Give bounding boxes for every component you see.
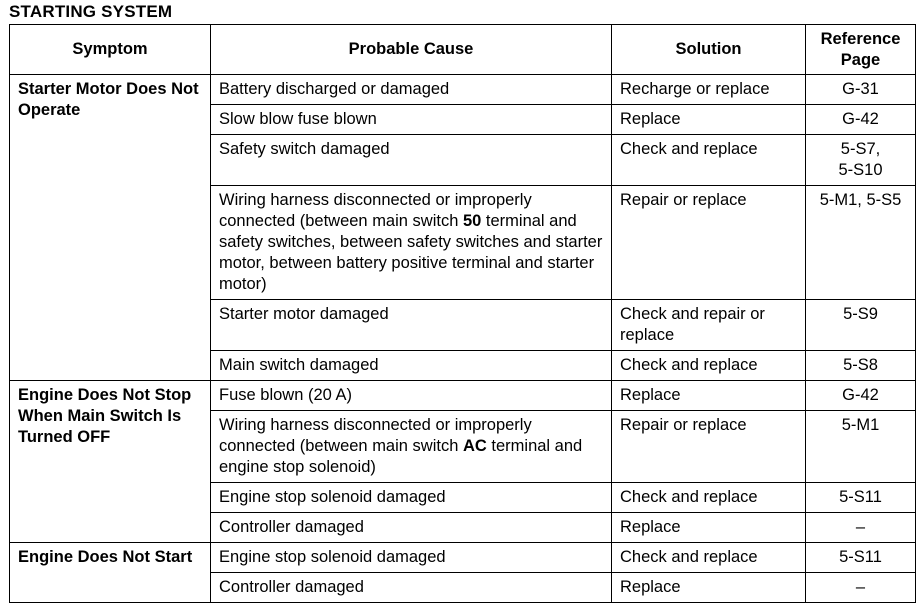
reference-cell: 5-M1: [806, 411, 916, 483]
reference-cell: 5-S8: [806, 351, 916, 381]
cause-cell: Battery discharged or damaged: [211, 75, 612, 105]
solution-cell: Check and replace: [612, 351, 806, 381]
solution-cell: Repair or replace: [612, 186, 806, 300]
reference-cell: 5-S11: [806, 543, 916, 573]
header-symptom: Symptom: [10, 25, 211, 75]
table-row: [10, 543, 916, 573]
table-row: [10, 381, 916, 411]
solution-cell: Replace: [612, 573, 806, 603]
reference-cell: 5-S7, 5-S10: [806, 135, 916, 186]
solution-cell: Recharge or replace: [612, 75, 806, 105]
solution-cell: Check and replace: [612, 135, 806, 186]
reference-cell: 5-S11: [806, 483, 916, 513]
cause-cell: Slow blow fuse blown: [211, 105, 612, 135]
cause-cell: Starter motor damaged: [211, 300, 612, 351]
solution-cell: Check and replace: [612, 543, 806, 573]
solution-cell: Repair or replace: [612, 411, 806, 483]
solution-cell: Replace: [612, 381, 806, 411]
solution-cell: Check and repair or replace: [612, 300, 806, 351]
reference-cell: –: [806, 573, 916, 603]
cause-cell: Controller damaged: [211, 573, 612, 603]
header-probable-cause: Probable Cause: [211, 25, 612, 75]
cause-cell: Fuse blown (20 A): [211, 381, 612, 411]
reference-cell: 5-M1, 5-S5: [806, 186, 916, 300]
reference-cell: G-42: [806, 381, 916, 411]
cause-cell: Engine stop solenoid damaged: [211, 543, 612, 573]
header-solution: Solution: [612, 25, 806, 75]
cause-cell: Wiring harness disconnected or improperly connected (between main switch AC terminal and engine stop solenoid): [211, 411, 612, 483]
solution-cell: Replace: [612, 513, 806, 543]
reference-cell: –: [806, 513, 916, 543]
cause-cell: Safety switch damaged: [211, 135, 612, 186]
solution-cell: Check and replace: [612, 483, 806, 513]
cause-cell: Controller damaged: [211, 513, 612, 543]
solution-cell: Replace: [612, 105, 806, 135]
symptom-cell: Starter Motor Does Not Operate: [10, 75, 211, 381]
troubleshooting-table: [9, 24, 916, 603]
header-reference-page: Reference Page: [806, 25, 916, 75]
reference-cell: 5-S9: [806, 300, 916, 351]
table-header-row: [10, 25, 916, 75]
cause-cell: Main switch damaged: [211, 351, 612, 381]
page-title: STARTING SYSTEM: [9, 2, 173, 21]
reference-cell: G-42: [806, 105, 916, 135]
cause-cell: Wiring harness disconnected or improperly connected (between main switch 50 terminal and safety switches, between safety switches and starter motor, between battery positive terminal and starter motor): [211, 186, 612, 300]
symptom-cell: Engine Does Not Start: [10, 543, 211, 603]
symptom-cell: Engine Does Not Stop When Main Switch Is Turned OFF: [10, 381, 211, 543]
reference-cell: G-31: [806, 75, 916, 105]
table-row: [10, 75, 916, 105]
cause-cell: Engine stop solenoid damaged: [211, 483, 612, 513]
